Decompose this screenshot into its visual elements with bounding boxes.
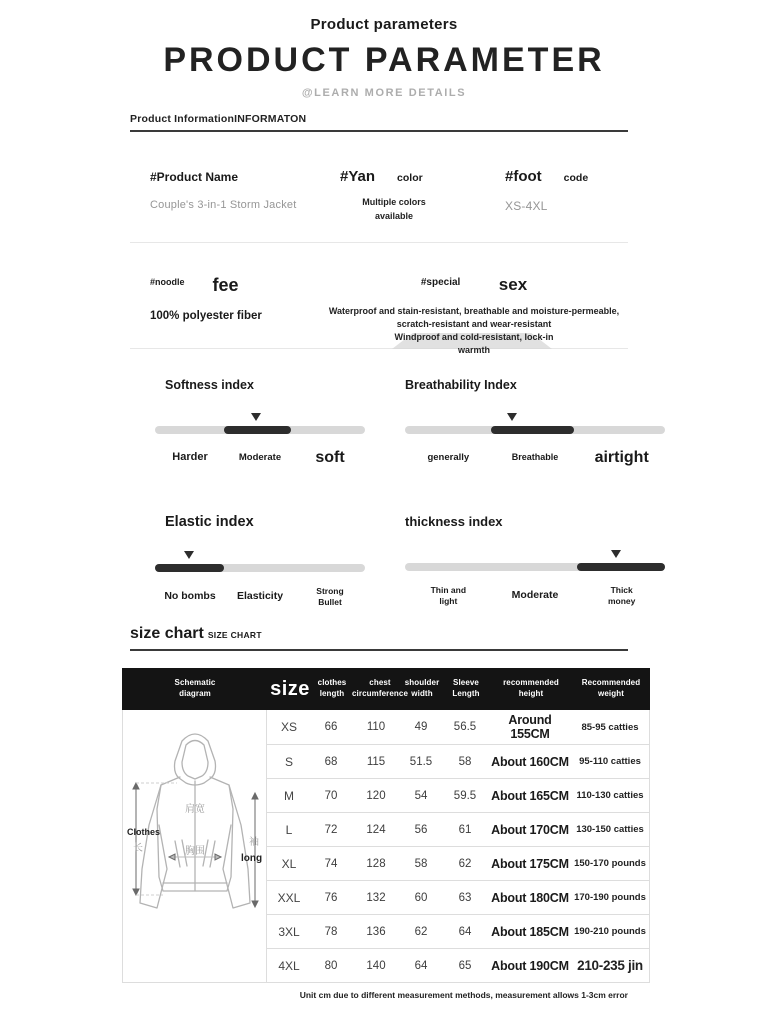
cell-sleeve: 64	[458, 925, 472, 938]
jacket-schematic-image	[127, 717, 263, 975]
diagram-sleeve-label-en: long	[240, 853, 262, 864]
elastic-labels	[155, 586, 365, 607]
color-sublabel: color	[397, 172, 423, 184]
page-title: PRODUCT PARAMETER	[163, 41, 605, 79]
fabric-field	[130, 275, 320, 357]
scale-label: Breathable	[511, 452, 559, 463]
col-header-sleeve	[442, 678, 490, 700]
cell-shoulder: 56	[414, 823, 428, 836]
scale-label: airtight	[594, 449, 649, 466]
thickness-index-block	[405, 514, 665, 607]
table-row	[267, 880, 649, 914]
size-code-value: XS-4XL	[505, 199, 548, 213]
color-value: Multiple colors available	[362, 197, 426, 221]
cell-chest: 110	[366, 721, 386, 733]
measurement-note: Unit cm due to different measurement methods, measurement allows 1-3cm error	[299, 990, 628, 1000]
cell-chest: 132	[366, 891, 386, 904]
thickness-slider	[405, 563, 665, 571]
cell-size: L	[285, 822, 293, 837]
cell-weight: 130-150 catties	[576, 824, 644, 835]
cell-length: 66	[324, 721, 338, 733]
size-code-label: #foot	[505, 168, 542, 185]
col-header-weight	[572, 678, 650, 700]
special-label-big: sex	[498, 275, 528, 294]
hero-header	[0, 0, 768, 99]
breathability-labels	[405, 448, 665, 468]
thickness-title: thickness index	[405, 514, 503, 529]
cell-size: XXL	[277, 890, 301, 905]
col-header-text: shoulder width	[404, 678, 440, 698]
cell-chest: 115	[366, 755, 386, 768]
softness-title: Softness index	[165, 378, 254, 392]
cell-length: 68	[324, 755, 338, 768]
cell-size: S	[284, 754, 293, 769]
cell-chest: 128	[366, 857, 386, 870]
cell-sleeve: 56.5	[453, 721, 477, 733]
special-line: Waterproof and stain-resistant, breathable and moisture-permeable,	[328, 306, 620, 316]
cell-size: 3XL	[278, 924, 300, 939]
schematic-diagram-cell	[123, 710, 267, 982]
cell-shoulder: 51.5	[409, 755, 433, 768]
col-header-shoulder	[402, 678, 442, 700]
special-label: #special	[420, 277, 461, 288]
hero-subtitle: Product parameters	[310, 16, 458, 33]
cell-shoulder: 60	[414, 891, 428, 904]
cell-length: 70	[324, 789, 338, 802]
cell-shoulder: 49	[414, 721, 428, 733]
slider-pointer-icon	[184, 551, 194, 559]
cell-sleeve: 63	[458, 891, 472, 904]
scale-label: Moderate	[511, 589, 559, 602]
col-header-text: Schematic diagram	[174, 678, 216, 698]
cell-shoulder: 54	[414, 789, 428, 802]
cell-height: About 185CM	[491, 924, 569, 939]
table-row	[267, 846, 649, 880]
col-header-text: Sleeve Length	[452, 678, 480, 698]
cell-height: About 190CM	[491, 958, 569, 973]
table-row	[267, 744, 649, 778]
cell-chest: 124	[366, 823, 386, 836]
scale-label: Harder	[172, 451, 208, 464]
index-grid	[155, 378, 665, 607]
col-header-clothes-length	[312, 678, 352, 700]
slider-fill	[224, 426, 291, 434]
divider-light	[130, 242, 628, 243]
thickness-labels	[405, 585, 665, 606]
cell-length: 76	[324, 891, 338, 904]
special-line: Windproof and cold-resistant, lock-in	[394, 332, 554, 343]
info-section-label: Product InformationINFORMATON	[130, 113, 307, 125]
slider-fill	[155, 564, 224, 572]
diagram-chest-label: 胸围	[184, 846, 205, 857]
elastic-title: Elastic index	[165, 514, 254, 530]
info-section-header	[130, 113, 628, 132]
special-field	[320, 275, 628, 357]
col-header-text: recommended height	[503, 678, 559, 698]
table-rows	[267, 710, 649, 982]
elastic-slider	[155, 564, 365, 572]
scale-label: generally	[427, 452, 470, 464]
cell-shoulder: 64	[414, 959, 428, 972]
col-header-size: size	[270, 677, 310, 700]
cell-length: 78	[324, 925, 338, 938]
size-chart-title-caps: SIZE CHART	[207, 630, 262, 640]
cell-height: About 165CM	[491, 788, 569, 803]
cell-sleeve: 58	[458, 755, 472, 768]
diagram-length-label-cn: 长	[132, 843, 143, 854]
fabric-label-big: fee	[212, 275, 239, 295]
fabric-label: #noodle	[150, 277, 185, 287]
breathability-slider	[405, 426, 665, 434]
table-row	[267, 778, 649, 812]
cell-chest: 120	[366, 789, 386, 802]
fabric-row	[130, 275, 628, 357]
scale-label: No bombs	[164, 590, 216, 603]
divider-dark	[130, 130, 628, 132]
softness-labels	[155, 448, 365, 468]
scale-label-text: Strong Bullet	[316, 586, 344, 607]
cell-height: Around 155CM	[508, 713, 552, 741]
scale-label	[578, 585, 665, 606]
cell-size: XL	[281, 856, 297, 871]
slider-pointer-icon	[611, 550, 621, 558]
product-name-value: Couple's 3-in-1 Storm Jacket	[150, 199, 297, 211]
product-info-row	[130, 168, 628, 223]
table-row	[267, 948, 649, 982]
cell-height: About 160CM	[491, 754, 569, 769]
special-description	[320, 305, 628, 357]
table-row	[267, 710, 649, 744]
cell-sleeve: 59.5	[453, 789, 477, 802]
cell-sleeve: 61	[458, 823, 472, 836]
col-header-text: chest circumference	[352, 678, 408, 698]
col-header-text: Recommended weight	[581, 678, 641, 698]
cell-height: About 170CM	[491, 822, 569, 837]
cell-height: About 180CM	[491, 890, 569, 905]
table-header-row	[122, 668, 650, 710]
special-line: scratch-resistant and wear-resistant	[396, 319, 552, 330]
cell-sleeve: 65	[458, 959, 472, 972]
cell-length: 72	[324, 823, 338, 836]
cell-size: M	[284, 788, 294, 803]
breathability-index-block	[405, 378, 665, 468]
hero-tagline: @LEARN MORE DETAILS	[301, 87, 467, 99]
cell-shoulder: 58	[414, 857, 428, 870]
table-body	[123, 710, 649, 982]
divider-dark	[130, 649, 628, 651]
scale-label-text: Thin and light	[430, 585, 467, 606]
cell-weight: 95-110 catties	[579, 756, 641, 767]
cell-weight: 85-95 catties	[581, 721, 639, 733]
table-row	[267, 812, 649, 846]
scale-label	[405, 585, 492, 606]
slider-fill	[577, 563, 665, 571]
size-chart-table	[122, 668, 650, 983]
cell-weight: 110-130 catties	[576, 790, 644, 801]
product-name-label: #Product Name	[150, 170, 239, 184]
cell-size: XS	[280, 720, 297, 734]
col-header-schematic	[122, 678, 268, 700]
size-code-field	[485, 168, 628, 223]
slider-pointer-icon	[507, 413, 517, 421]
scale-label: Elasticity	[236, 590, 284, 603]
cell-chest: 140	[366, 959, 386, 972]
softness-index-block	[155, 378, 365, 468]
scale-label	[295, 586, 365, 607]
cell-length: 74	[324, 857, 338, 870]
size-chart-header	[130, 625, 628, 651]
slider-pointer-icon	[251, 413, 261, 421]
scale-label-text: Thick money	[607, 585, 636, 606]
cell-height: About 175CM	[491, 856, 569, 871]
product-name-field	[130, 168, 320, 223]
softness-slider	[155, 426, 365, 434]
col-header-chest	[352, 678, 408, 700]
cell-weight: 210-235 jin	[577, 958, 643, 973]
scale-label: soft	[315, 449, 345, 466]
cell-weight: 170-190 pounds	[574, 892, 646, 903]
table-row	[267, 914, 649, 948]
scale-label: Moderate	[238, 452, 282, 464]
col-header-text: clothes length	[317, 678, 347, 698]
diagram-sleeve-label-cn: 袖	[248, 837, 259, 848]
special-line: warmth	[457, 345, 490, 356]
breathability-title: Breathability Index	[405, 378, 517, 392]
elastic-index-block	[155, 514, 365, 607]
cell-weight: 150-170 pounds	[574, 858, 646, 869]
color-field	[320, 168, 485, 223]
size-code-sublabel: code	[563, 172, 589, 184]
diagram-shoulder-label: 肩宽	[184, 804, 205, 815]
cell-shoulder: 62	[414, 925, 428, 938]
slider-fill	[491, 426, 574, 434]
cell-size: 4XL	[278, 958, 300, 973]
size-chart-title: size chart	[130, 625, 204, 642]
diagram-length-label-en: Clothes	[126, 827, 160, 837]
cell-chest: 136	[366, 925, 386, 938]
cell-weight: 190-210 pounds	[574, 926, 646, 937]
col-header-height	[490, 678, 572, 700]
cell-length: 80	[324, 959, 338, 972]
fabric-value: 100% polyester fiber	[150, 310, 262, 322]
cell-sleeve: 62	[458, 857, 472, 870]
color-label: #Yan	[340, 168, 376, 185]
